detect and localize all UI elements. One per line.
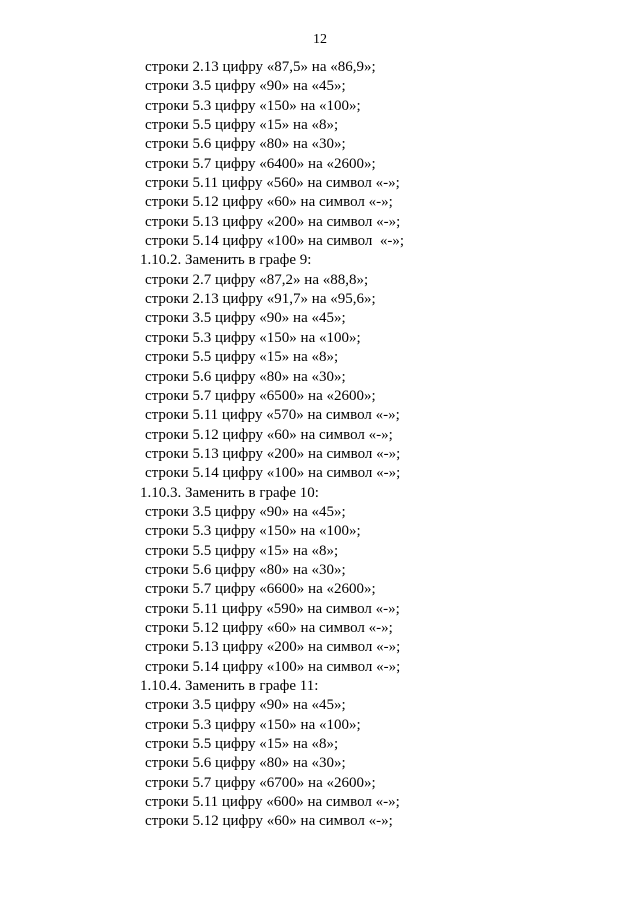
section-heading: 1.10.4. Заменить в графе 11: <box>140 678 319 694</box>
amendment-line: строки 5.5 цифру «15» на «8»; <box>145 542 339 559</box>
amendment-line: строки 3.5 цифру «90» на «45»; <box>145 78 346 95</box>
amendment-line: строки 5.5 цифру «15» на «8»; <box>145 736 339 753</box>
amendment-line: строки 5.11 цифру «570» на символ «-»; <box>145 407 400 424</box>
amendment-line: строки 3.5 цифру «90» на «45»; <box>145 503 346 520</box>
amendment-line: строки 5.13 цифру «200» на символ «-»; <box>145 213 401 230</box>
amendment-line: строки 5.12 цифру «60» на символ «-»; <box>145 194 393 211</box>
amendment-line: строки 3.5 цифру «90» на «45»; <box>145 310 346 327</box>
amendment-line: строки 5.6 цифру «80» на «30»; <box>145 755 346 772</box>
amendment-line: строки 5.6 цифру «80» на «30»; <box>145 561 346 578</box>
amendment-line: строки 5.7 цифру «6600» на «2600»; <box>145 581 376 598</box>
amendment-line: строки 5.3 цифру «150» на «100»; <box>145 523 361 540</box>
amendment-line: строки 5.7 цифру «6400» на «2600»; <box>145 155 376 172</box>
page-number: 12 <box>313 32 327 47</box>
amendment-line: строки 5.13 цифру «200» на символ «-»; <box>145 445 401 462</box>
amendment-line: строки 5.14 цифру «100» на символ «-»; <box>145 233 405 250</box>
amendment-line: строки 5.7 цифру «6500» на «2600»; <box>145 387 376 404</box>
amendment-line: строки 5.14 цифру «100» на символ «-»; <box>145 658 401 675</box>
amendment-line: строки 2.13 цифру «91,7» на «95,6»; <box>145 291 376 308</box>
amendment-line: строки 5.5 цифру «15» на «8»; <box>145 349 339 366</box>
amendment-line: строки 2.7 цифру «87,2» на «88,8»; <box>145 271 369 288</box>
amendment-line: строки 5.12 цифру «60» на символ «-»; <box>145 426 393 443</box>
amendment-line: строки 5.3 цифру «150» на «100»; <box>145 97 361 114</box>
amendment-line: строки 5.3 цифру «150» на «100»; <box>145 716 361 733</box>
section-heading: 1.10.3. Заменить в графе 10: <box>140 484 319 501</box>
amendment-line: строки 5.11 цифру «590» на символ «-»; <box>145 600 400 617</box>
amendment-line: строки 3.5 цифру «90» на «45»; <box>145 697 346 714</box>
amendment-line: строки 5.11 цифру «560» на символ «-»; <box>145 175 400 192</box>
document-body <box>140 58 620 832</box>
amendment-line: строки 2.13 цифру «87,5» на «86,9»; <box>145 59 376 75</box>
amendment-line: строки 5.11 цифру «600» на символ «-»; <box>145 794 400 811</box>
section-heading: 1.10.2. Заменить в графе 9: <box>140 252 312 269</box>
amendment-line: строки 5.14 цифру «100» на символ «-»; <box>145 465 401 482</box>
amendment-line: строки 5.13 цифру «200» на символ «-»; <box>145 639 401 656</box>
amendment-line: строки 5.12 цифру «60» на символ «-»; <box>145 619 393 636</box>
amendment-line: строки 5.5 цифру «15» на «8»; <box>145 117 339 134</box>
amendment-line: строки 5.6 цифру «80» на «30»; <box>145 136 346 153</box>
amendment-line: строки 5.3 цифру «150» на «100»; <box>145 329 361 346</box>
amendment-line: строки 5.6 цифру «80» на «30»; <box>145 368 346 385</box>
amendment-line: строки 5.12 цифру «60» на символ «-»; <box>145 813 393 830</box>
amendment-line: строки 5.7 цифру «6700» на «2600»; <box>145 774 376 791</box>
